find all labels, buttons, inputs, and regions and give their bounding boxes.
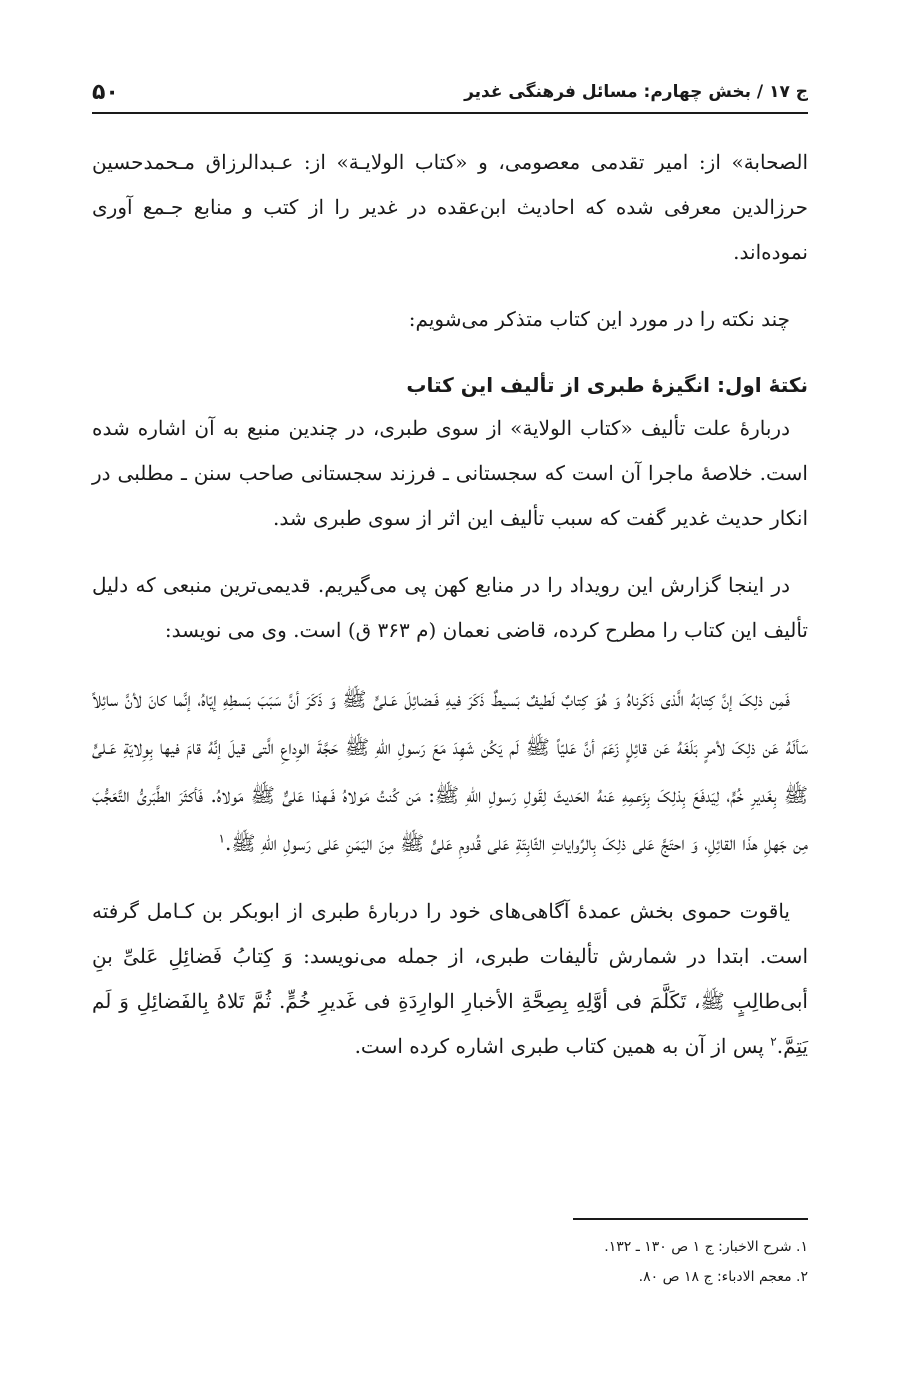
running-title: ج ۱۷ / بخش چهارم: مسائل فرهنگی غدیر — [464, 82, 808, 102]
paragraph-yaqut — [92, 889, 808, 1069]
paragraph-yaqut-text: یاقوت حموی بخش عمدهٔ آگاهی‌های خود را دربارهٔ طبری از ابوبکر بن کـامل گرفته است. ابتدا در شمارش تألیفات طبری، از جمله می‌نویسد: وَ کِتابُ فَضائِلِ عَلیِّ بنِ أبی‌طالِبٍ ﷺ، تَکَلَّمَ فی أوَّلِهِ بِصِحَّةِ الأخبارِ الوارِدَةِ فی غَدیرِ خُمٍّ. ثُمَّ تَلاهُ بِالفَضائِلِ وَ لَم یَتِمَّ. — [92, 899, 808, 1058]
page-body — [92, 140, 808, 1091]
footnote-2: ۲. معجم الادباء: ج ۱۸ ص ۸۰. — [638, 1269, 808, 1285]
footnotes — [92, 1218, 808, 1292]
footnote-marker-1: ۱ — [218, 831, 225, 846]
paragraph-sources: در اینجا گزارش این رویداد را در منابع کهن پی می‌گیریم. قدیمی‌ترین منبعی که دلیل تألیف این کتاب را مطرح کرده، قاضی نعمان (م ۳۶۳ ق) است. وی می نویسد: — [92, 573, 808, 642]
running-header — [92, 72, 808, 114]
paragraph-yaqut-tail: پس از آن به همین کتاب طبری اشاره کرده است. — [354, 1034, 771, 1058]
page-number: ۵۰ — [92, 79, 119, 105]
section-heading: نکتهٔ اول: انگیزهٔ طبری از تألیف این کتاب — [406, 373, 808, 397]
arabic-quotation-text: فَمِن ذلِکَ إنَّ کِتابَهُ الَّذی ذَکَرناهُ وَ هُوَ کِتابٌ لَطیفٌ بَسیطٌ ذَکَرَ فیهِ فَـضائِلَ عَـلیٍّ ﷺ وَ ذَکَرَ أنَّ سَبَبَ بَسطِهِ إیّاهُ، إنَّما کانَ لأنَّ سائِلاً سَألَهُ عَن ذلِکَ لأمرٍ بَلَغَهُ عَن قائِلٍ زَعَمَ أنَّ عَلیّاً ﷺ لَم یَکُن شَهِدَ مَعَ رَسولِ اللهِ ﷺ حَجَّةَ الوِداعِ الَّتی قیلَ إنَّهُ قامَ فیها بِوِلایَةِ عَـلیٍّ ﷺ بِغَدیرِ خُمٍّ، لِیَدفَعَ بِذلِکَ بِزَعمِهِ عَنهُ الحَدیثَ لِقَولِ رَسولِ اللهِ ﷺ: مَن کُنتُ مَولاهُ فَـهذا عَلیٌّ ﷺ مَولاهُ. فَأکثَرَ الطَّبَریُّ التَّعَجُّبَ مِن جَهلِ هذَا القائِلِ، وَ احتَجَّ عَلی ذلِکَ بِالرِّوایاتِ الثّابِتَةِ عَلی قُدومِ عَلیٍّ ﷺ مِنَ الیَمَنِ عَلی رَسولِ اللهِ ﷺ. — [92, 687, 808, 855]
paragraph-continuation: الصحابة» از: امیر تقدمی معصومی، و «کتاب الولایـة» از: عـبدالرزاق مـحمدحسین حرزالدین معرفی شده که احادیث ابن‌عقده در غدیر را از کتب و منابع جـمع آوری نموده‌اند. — [92, 150, 808, 264]
footnote-marker-2: ۲ — [770, 1034, 777, 1049]
book-page — [92, 0, 808, 1390]
arabic-quotation — [92, 675, 808, 867]
paragraph-reason: دربارهٔ علت تألیف «کتاب الولایة» از سوی طبری، در چندین منبع به آن اشاره شده است. خلاصهٔ ماجرا آن است که سجستانی ـ فرزند سجستانی صاحب سنن ـ مطلبی در انکار حدیث غدیر گفت که سبب تألیف این اثر از سوی طبری شد. — [92, 416, 808, 530]
paragraph-intro-points: چند نکته را در مورد این کتاب متذکر می‌شویم: — [408, 307, 790, 331]
footnote-1: ۱. شرح الاخبار: ج ۱ ص ۱۳۰ ـ ۱۳۲. — [604, 1239, 808, 1255]
footnote-divider — [573, 1218, 808, 1220]
